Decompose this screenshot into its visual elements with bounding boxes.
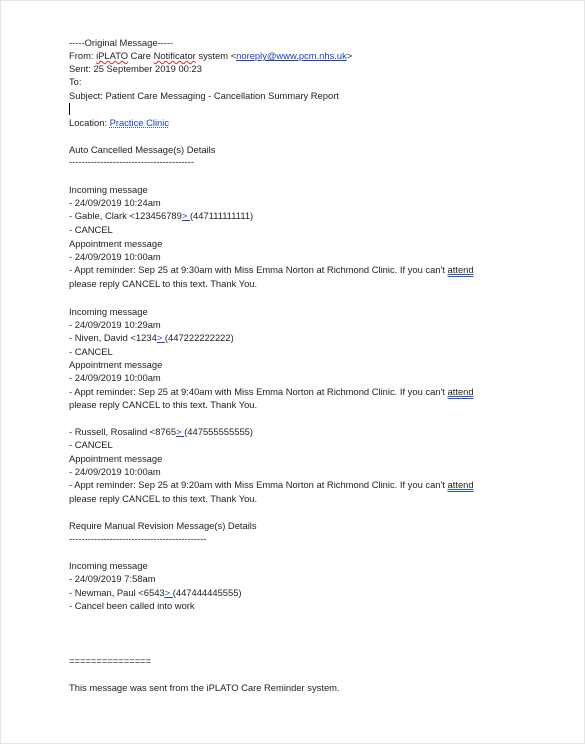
incoming-label: Incoming message	[69, 560, 148, 571]
action-line: - CANCEL	[69, 439, 113, 450]
text-cursor	[69, 103, 70, 115]
reminder-line: - Appt reminder: Sep 25 at 9:40am with Miss Emma Norton at Richmond Clinic. If you can't attend	[69, 386, 474, 397]
auto-section-divider: ----------------------------------------	[69, 156, 194, 167]
appointment-label: Appointment message	[69, 453, 163, 464]
manual-section-title: Require Manual Revision Message(s) Details	[69, 520, 257, 531]
from-line: From: iPLATO Care Notificator system <noreply@www.pcm.nhs.uk>	[69, 50, 353, 61]
incoming-label: Incoming message	[69, 184, 148, 195]
reminder-line-2: please reply CANCEL to this text. Thank You.	[69, 493, 258, 504]
appointment-time: - 24/09/2019 10:00am	[69, 372, 161, 383]
appointment-label: Appointment message	[69, 359, 163, 370]
original-message-marker: -----Original Message-----	[69, 37, 174, 48]
action-line: - CANCEL	[69, 224, 113, 235]
patient-line: - Russell, Rosalind <8765> (447555555555)	[69, 426, 253, 437]
attend-word: attend	[447, 479, 474, 490]
attend-word: attend	[447, 264, 474, 275]
sent-line: Sent: 25 September 2019 00:23	[69, 63, 202, 74]
reminder-line-2: please reply CANCEL to this text. Thank You.	[69, 399, 258, 410]
location-line: Location: Practice Clinic	[69, 117, 170, 128]
sender-email-link[interactable]: noreply@www.pcm.nhs.uk	[236, 50, 347, 61]
reminder-line: - Appt reminder: Sep 25 at 9:30am with Miss Emma Norton at Richmond Clinic. If you can't attend	[69, 264, 474, 275]
action-line: - CANCEL	[69, 346, 113, 357]
to-line: To:	[69, 76, 82, 87]
reminder-line-2: please reply CANCEL to this text. Thank You.	[69, 278, 258, 289]
reminder-line: - Appt reminder: Sep 25 at 9:20am with Miss Emma Norton at Richmond Clinic. If you can't attend	[69, 479, 474, 490]
attend-word: attend	[447, 386, 474, 397]
subject-line: Subject: Patient Care Messaging - Cancellation Summary Report	[69, 90, 339, 101]
incoming-time: - 24/09/2019 10:29am	[69, 319, 161, 330]
incoming-time: - 24/09/2019 10:24am	[69, 197, 161, 208]
sender-name-notificator: Notificator	[153, 50, 196, 61]
footer-note: This message was sent from the iPLATO Care Reminder system.	[69, 682, 340, 693]
location-value[interactable]: Practice Clinic	[109, 117, 170, 128]
incoming-time: - 24/09/2019 7:58am	[69, 573, 156, 584]
manual-note: - Cancel been called into work	[69, 600, 195, 611]
footer-separator: ===============	[69, 655, 152, 666]
auto-section-title: Auto Cancelled Message(s) Details	[69, 144, 216, 155]
patient-link[interactable]: >	[176, 426, 185, 437]
appointment-label: Appointment message	[69, 238, 163, 249]
patient-link[interactable]: >	[156, 332, 165, 343]
incoming-label: Incoming message	[69, 306, 148, 317]
patient-link[interactable]: >	[181, 210, 190, 221]
patient-link[interactable]: >	[164, 587, 173, 598]
sender-name-iplato: iPLATO	[96, 50, 129, 61]
appointment-time: - 24/09/2019 10:00am	[69, 251, 161, 262]
manual-section-divider: --------------------------------------------	[69, 533, 207, 544]
patient-line: - Gable, Clark <123456789> (447111111111)	[69, 210, 254, 221]
patient-line: - Niven, David <1234> (447222222222)	[69, 332, 234, 343]
appointment-time: - 24/09/2019 10:00am	[69, 466, 161, 477]
patient-line: - Newman, Paul <6543> (447444445555)	[69, 587, 242, 598]
